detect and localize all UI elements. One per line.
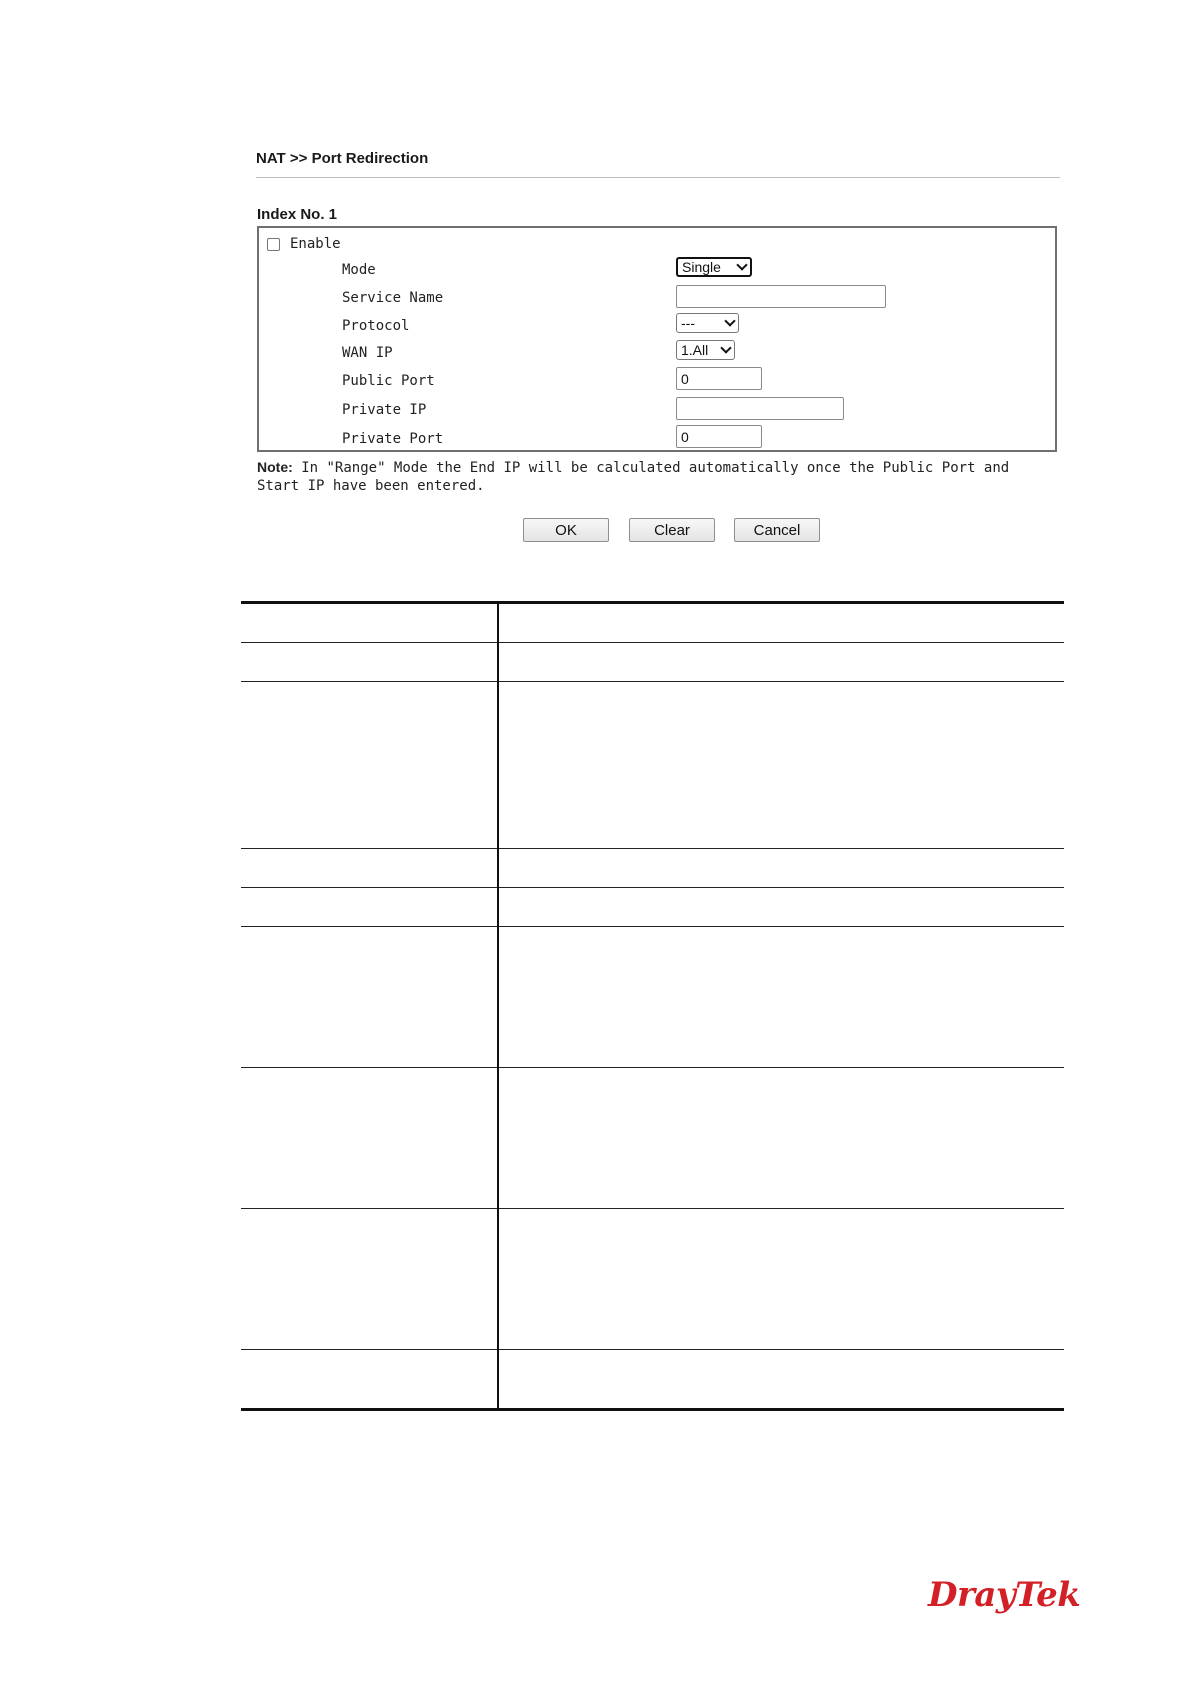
table-row-divider [241, 926, 1064, 927]
chevron-down-icon [720, 342, 731, 353]
mode-select[interactable] [676, 257, 752, 277]
clear-button[interactable]: Clear [629, 518, 715, 542]
form-panel [257, 226, 1057, 452]
enable-checkbox[interactable] [267, 238, 280, 251]
note-text: In "Range" Mode the End IP will be calculated automatically once the Public Port and Start IP have been entered. [257, 460, 1010, 494]
table-column-divider [497, 602, 499, 1408]
table-bottom-rule [241, 1408, 1064, 1411]
page-title: NAT >> Port Redirection [256, 150, 429, 167]
table-row-divider [241, 1067, 1064, 1068]
chevron-down-icon [724, 315, 735, 326]
protocol-select-value: --- [681, 315, 695, 331]
draytek-logo: DrayTek [928, 1575, 1081, 1615]
public-port-label: Public Port [342, 373, 435, 389]
range-note [257, 458, 1057, 495]
wan-ip-select-value: 1.All [681, 342, 709, 358]
public-port-input[interactable] [676, 367, 762, 390]
enable-row[interactable] [267, 236, 341, 252]
private-ip-input[interactable] [676, 397, 844, 420]
table-row-divider [241, 1208, 1064, 1209]
private-port-label: Private Port [342, 431, 444, 447]
protocol-select[interactable] [676, 313, 739, 333]
title-divider [256, 177, 1060, 178]
chevron-down-icon [736, 259, 747, 270]
index-label: Index No. 1 [257, 206, 338, 223]
table-row-divider [241, 642, 1064, 643]
table-row-divider [241, 887, 1064, 888]
table-row-divider [241, 848, 1064, 849]
mode-select-value: Single [682, 259, 721, 275]
protocol-label: Protocol [342, 318, 410, 334]
service-name-input[interactable] [676, 285, 886, 308]
table-row-divider [241, 1349, 1064, 1350]
enable-label: Enable [290, 236, 341, 252]
mode-label: Mode [342, 262, 376, 278]
private-ip-label: Private IP [342, 402, 427, 418]
service-name-label: Service Name [342, 290, 444, 306]
ok-button[interactable]: OK [523, 518, 609, 542]
note-prefix: Note: [257, 459, 293, 475]
wan-ip-label: WAN IP [342, 345, 393, 361]
private-port-input[interactable] [676, 425, 762, 448]
table-top-rule [241, 601, 1064, 604]
cancel-button[interactable]: Cancel [734, 518, 820, 542]
table-row-divider [241, 681, 1064, 682]
wan-ip-select[interactable] [676, 340, 735, 360]
